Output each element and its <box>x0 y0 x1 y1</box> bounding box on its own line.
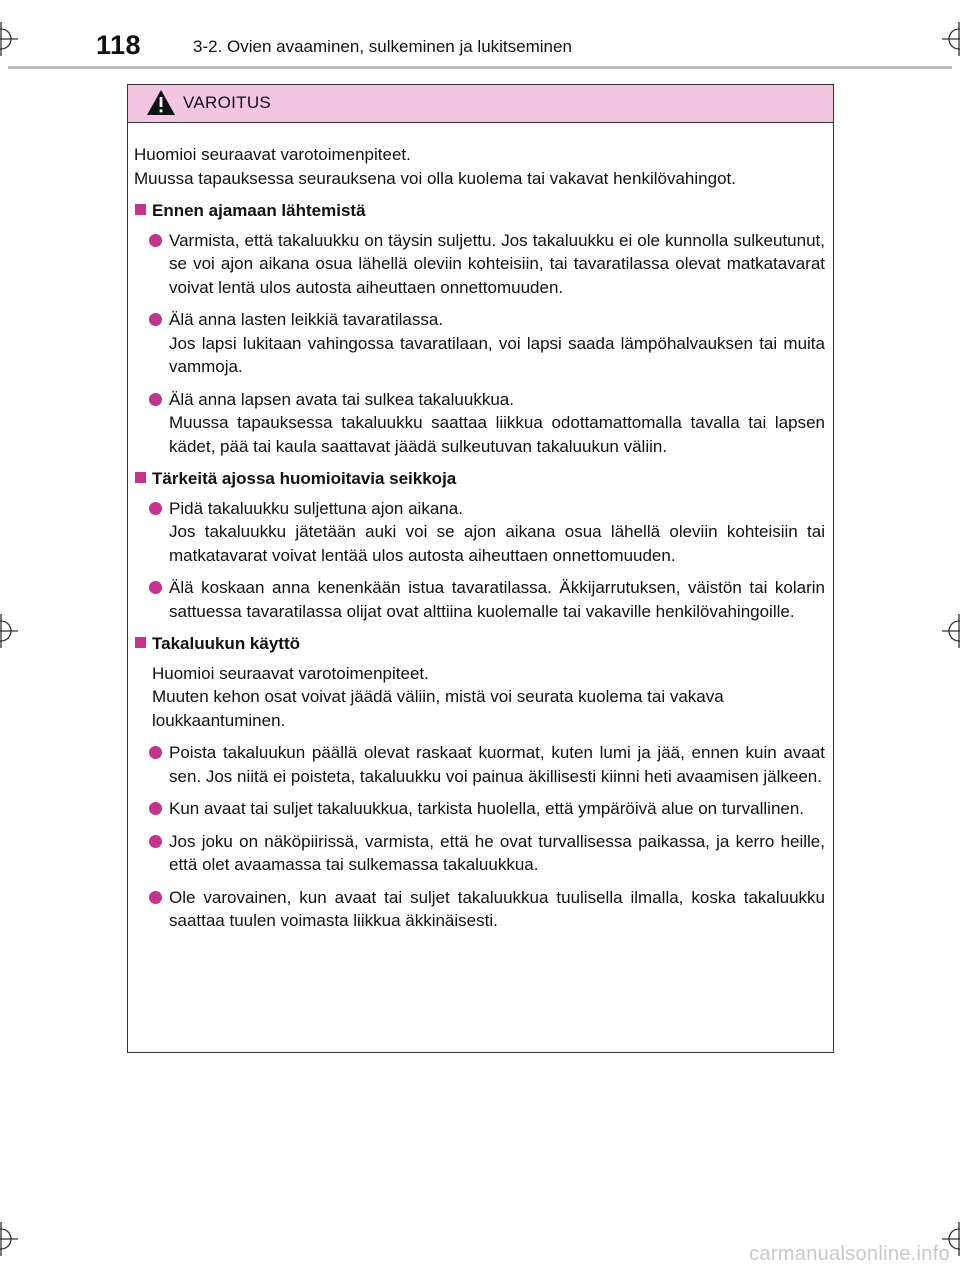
round-bullet-icon <box>149 746 162 759</box>
running-header: 3-2. Ovien avaaminen, sulkeminen ja lukitseminen <box>193 37 572 56</box>
round-bullet-icon <box>149 891 162 904</box>
bullet-item <box>134 308 825 379</box>
round-bullet-icon <box>149 393 162 406</box>
bullet-item <box>134 886 825 933</box>
bullet-item <box>134 388 825 459</box>
round-bullet-icon <box>149 502 162 515</box>
registration-mark-icon <box>942 22 960 56</box>
bullet-text: Älä anna lapsen avata tai sulkea takaluukkua. Muussa tapauksessa takaluukku saattaa liikkua odottamattomalla tavalla tai lapsen kädet, pää tai kaula saattavat jäädä sulkeutuvan takaluukun väliin. <box>169 389 825 456</box>
warning-body <box>128 123 833 933</box>
bullet-item <box>134 497 825 568</box>
watermark: carmanualsonline.info <box>749 1243 950 1265</box>
registration-mark-icon <box>942 614 960 648</box>
bullet-text: Poista takaluukun päällä olevat raskaat kuormat, kuten lumi ja jää, ennen kuin avaat sen. Jos niitä ei poisteta, takaluukku voi painua äkillisesti kiinni heti avaamisen jälkeen. <box>169 743 825 786</box>
bullet-text: Älä koskaan anna kenenkään istua tavaratilassa. Äkkijarrutuksen, väistön tai kolarin sattuessa tavaratilassa olijat ovat alttiina kuolemalle tai vakaville henkilövahingoille. <box>169 578 825 621</box>
registration-mark-icon <box>0 22 18 56</box>
bullet-item <box>134 229 825 300</box>
warning-intro-line-2: Muussa tapauksessa seurauksena voi olla kuolema tai vakavat henkilövahingot. <box>134 168 736 188</box>
bullet-item <box>134 741 825 788</box>
square-bullet-icon <box>135 472 146 483</box>
section-heading: Ennen ajamaan lähtemistä <box>134 199 825 223</box>
bullet-text: Pidä takaluukku suljettuna ajon aikana. Jos takaluukku jätetään auki voi se ajon aikana osua lähellä oleviin kohteisiin tai matkatavarat voivat lentää ulos autosta aiheuttaen onnettomuuden. <box>169 498 825 565</box>
bullet-text: Jos joku on näköpiirissä, varmista, että he ovat turvallisessa paikassa, ja kerro heille, että olet avaamassa tai sulkemassa takaluukkua. <box>169 831 825 874</box>
bullet-text: Kun avaat tai suljet takaluukkua, tarkista huolella, että ympäröivä alue on turvallinen. <box>169 799 805 818</box>
bullet-text: Älä anna lasten leikkiä tavaratilassa. Jos lapsi lukitaan vahingossa tavaratilaan, voi lapsi saada lämpöhalvauksen tai muita vammoja. <box>169 310 825 376</box>
warning-title: VAROITUS <box>183 93 272 112</box>
round-bullet-icon <box>149 581 162 594</box>
section-heading: Tärkeitä ajossa huomioitavia seikkoja <box>134 467 825 491</box>
warning-triangle-icon <box>146 89 176 121</box>
round-bullet-icon <box>149 313 162 326</box>
warning-box <box>127 84 834 1053</box>
warning-intro <box>134 143 825 190</box>
round-bullet-icon <box>149 234 162 247</box>
square-bullet-icon <box>135 204 146 215</box>
bullet-text: Ole varovainen, kun avaat tai suljet takaluukkua tuulisella ilmalla, koska takaluukku saattaa tuulen voimasta liikkua äkkinäisesti. <box>169 887 825 930</box>
round-bullet-icon <box>149 835 162 848</box>
bullet-item <box>134 830 825 877</box>
section-intro: Huomioi seuraavat varotoimenpiteet. Muuten kehon osat voivat jäädä väliin, mistä voi seurata kuolema tai vakava loukkaantuminen. <box>152 663 724 730</box>
header-rule <box>8 66 952 69</box>
page-number: 118 <box>96 30 142 60</box>
bullet-item <box>134 576 825 623</box>
warning-intro-line-1: Huomioi seuraavat varotoimenpiteet. <box>134 145 411 164</box>
round-bullet-icon <box>149 802 162 815</box>
bullet-item <box>134 797 825 821</box>
registration-mark-icon <box>0 1222 18 1256</box>
bullet-text: Varmista, että takaluukku on täysin suljettu. Jos takaluukku ei ole kunnolla sulkeutunut, se voi ajon aikana osua lähellä oleviin kohteisiin, tai tavaratilassa olevat matkatavarat voivat lentä ulos autosta aiheuttaen onnettomuuden. <box>169 230 825 297</box>
warning-header <box>128 85 833 123</box>
registration-mark-icon <box>0 614 18 648</box>
square-bullet-icon <box>135 637 146 648</box>
section-heading: Takaluukun käyttö <box>134 632 825 656</box>
